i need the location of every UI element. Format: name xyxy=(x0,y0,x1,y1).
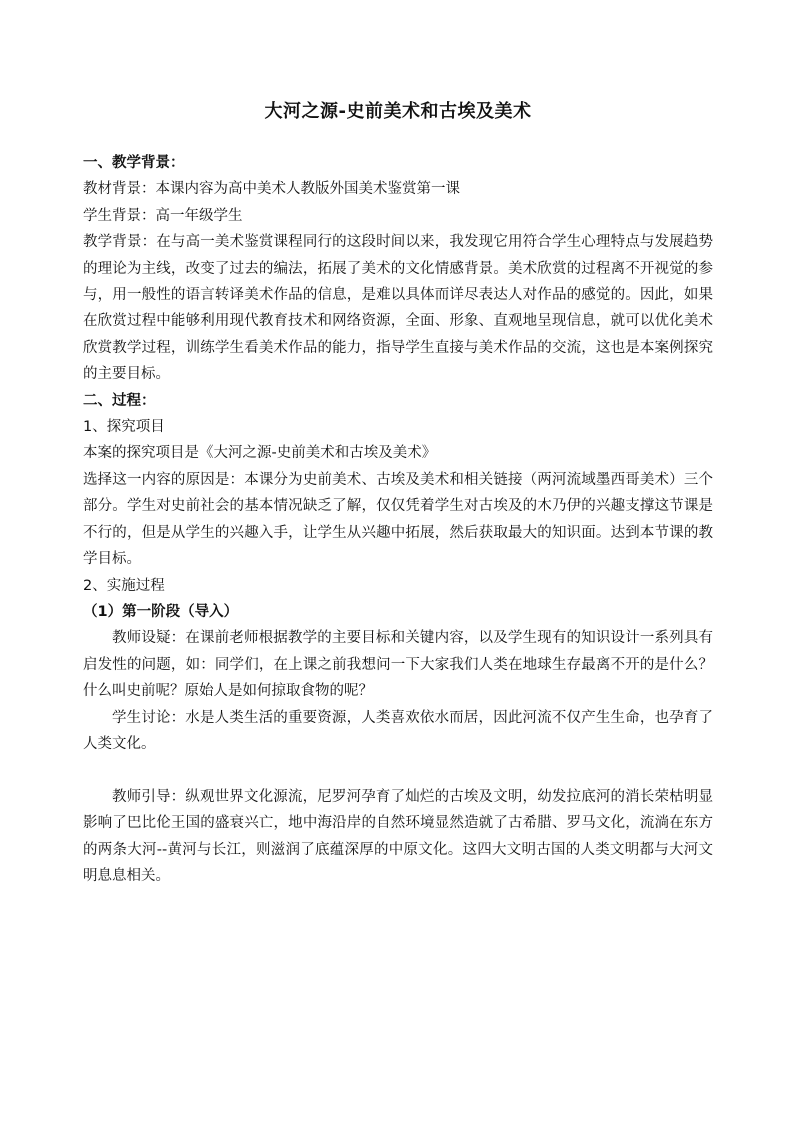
document-body xyxy=(83,150,713,889)
stage-heading-intro: （1）第一阶段（导入） xyxy=(83,603,239,620)
paragraph-student-discussion: 学生讨论：水是人类生活的重要资源，人类喜欢依水而居，因此河流不仅产生生命，也孕育了人类文化。 xyxy=(83,709,713,752)
paragraph-teacher-guide: 教师引导：纵观世界文化源流，尼罗河孕育了灿烂的古埃及文明，幼发拉底河的消长荣枯明显影响了巴比伦王国的盛衰兴亡，地中海沿岸的自然环境显然造就了古希腊、罗马文化，流淌在东方的两条大河--黄河与长江，则滋润了底蕴深厚的中原文化。这四大文明古国的人类文明都与大河文明息息相关。 xyxy=(83,788,713,884)
paragraph-textbook-background: 教材背景：本课内容为高中美术人教版外国美术鉴赏第一课 xyxy=(83,181,460,198)
section-heading-process: 二、过程： xyxy=(83,392,156,409)
paragraph-project: 本案的探究项目是《大河之源-史前美术和古埃及美术》 xyxy=(83,445,437,462)
paragraph-reason: 选择这一内容的原因是：本课分为史前美术、古埃及美术和相关链接（两河流域墨西哥美术）三个部分。学生对史前社会的基本情况缺乏了解，仅仅凭着学生对古埃及的木乃伊的兴趣支撑这节课是不行的，但是从学生的兴趣入手，让学生从兴趣中拓展，然后获取最大的知识面。达到本节课的教学目标。 xyxy=(83,471,713,568)
subsection-heading-project: 1、探究项目 xyxy=(83,419,165,436)
blank-line xyxy=(83,757,713,783)
paragraph-student-background: 学生背景：高一年级学生 xyxy=(83,207,243,224)
subsection-heading-implementation: 2、实施过程 xyxy=(83,577,165,594)
paragraph-teaching-background: 教学背景：在与高一美术鉴赏课程同行的这段时间以来，我发现它用符合学生心理特点与发展趋势的理论为主线，改变了过去的编法，拓展了美术的文化情感背景。美术欣赏的过程离不开视觉的参与，用一般性的语言转译美术作品的信息，是难以具体而详尽表达人对作品的感觉的。因此，如果在欣赏过程中能够利用现代教育技术和网络资源，全面、形象、直观地呈现信息，就可以优化美术欣赏教学过程，训练学生看美术作品的能力，指导学生直接与美术作品的交流，这也是本案例探究的主要目标。 xyxy=(83,234,713,383)
section-heading-background: 一、教学背景： xyxy=(83,155,185,171)
paragraph-teacher-question: 教师设疑：在课前老师根据教学的主要目标和关键内容，以及学生现有的知识设计一系列具有启发性的问题，如：同学们，在上课之前我想问一下大家我们人类在地球生存最离不开的是什么？什么叫史前呢？原始人是如何掠取食物的呢？ xyxy=(83,630,713,700)
document-title: 大河之源-史前美术和古埃及美术 xyxy=(264,101,532,122)
